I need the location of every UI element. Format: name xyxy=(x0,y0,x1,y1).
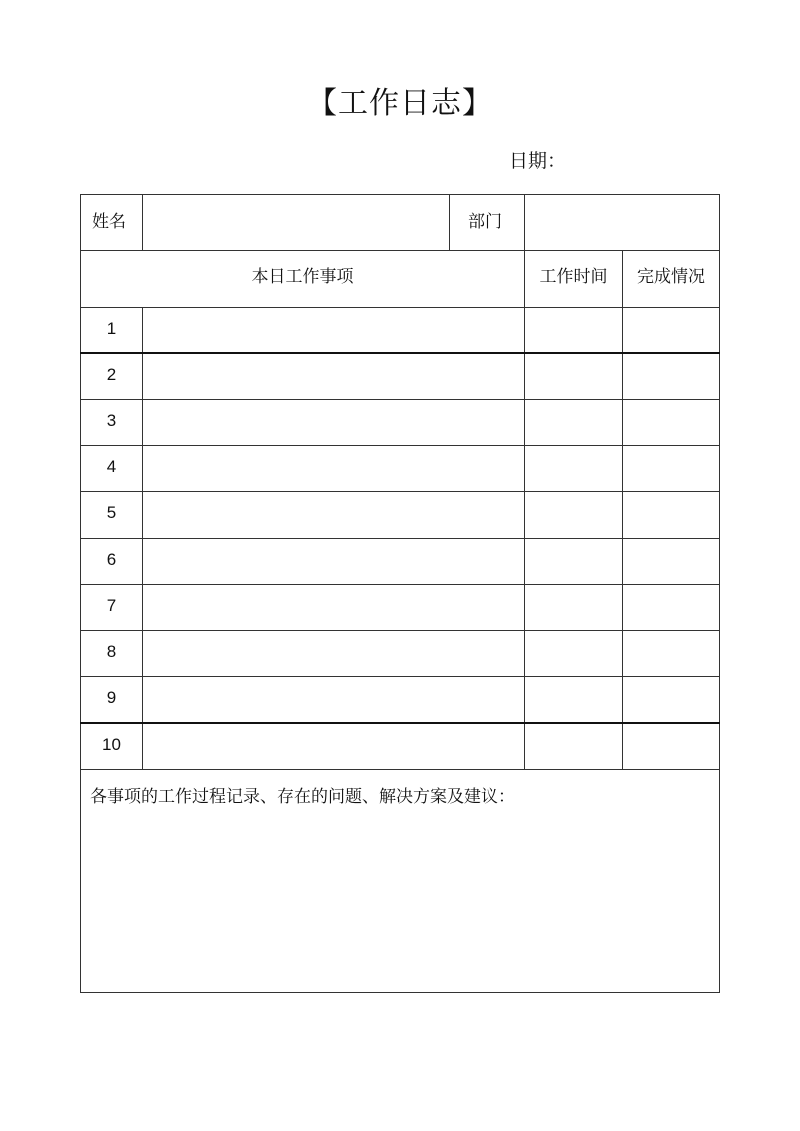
time-cell[interactable] xyxy=(525,400,623,446)
table-row xyxy=(81,400,720,446)
column-header-status: 完成情况 xyxy=(623,251,720,307)
row-number: 1 xyxy=(81,307,143,353)
table-row xyxy=(81,584,720,630)
time-cell[interactable] xyxy=(525,631,623,677)
task-cell[interactable] xyxy=(143,584,525,630)
status-cell[interactable] xyxy=(623,538,720,584)
task-cell[interactable] xyxy=(143,631,525,677)
row-number: 10 xyxy=(81,723,143,769)
time-cell[interactable] xyxy=(525,538,623,584)
time-cell[interactable] xyxy=(525,492,623,538)
name-label: 姓名 xyxy=(81,195,143,251)
row-number: 9 xyxy=(81,677,143,723)
table-row xyxy=(81,723,720,769)
table-row xyxy=(81,307,720,353)
status-cell[interactable] xyxy=(623,353,720,399)
time-cell[interactable] xyxy=(525,584,623,630)
time-cell[interactable] xyxy=(525,307,623,353)
notes-row xyxy=(81,769,720,992)
row-number: 8 xyxy=(81,631,143,677)
date-label: 日期： xyxy=(509,150,567,172)
task-cell[interactable] xyxy=(143,723,525,769)
row-number: 6 xyxy=(81,538,143,584)
time-cell[interactable] xyxy=(525,723,623,769)
task-cell[interactable] xyxy=(143,400,525,446)
dept-label: 部门 xyxy=(450,195,525,251)
table-row xyxy=(81,353,720,399)
table-row xyxy=(81,631,720,677)
row-number: 2 xyxy=(81,353,143,399)
table-row xyxy=(81,677,720,723)
status-cell[interactable] xyxy=(623,446,720,492)
time-cell[interactable] xyxy=(525,353,623,399)
status-cell[interactable] xyxy=(623,492,720,538)
task-cell[interactable] xyxy=(143,446,525,492)
notes-label: 各事项的工作过程记录、存在的问题、解决方案及建议： xyxy=(90,786,515,807)
notes-area[interactable] xyxy=(81,769,720,992)
page-title: 【工作日志】 xyxy=(307,86,493,121)
status-cell[interactable] xyxy=(623,307,720,353)
row-number: 5 xyxy=(81,492,143,538)
work-log-table xyxy=(80,194,720,993)
row-number: 3 xyxy=(81,400,143,446)
status-cell[interactable] xyxy=(623,631,720,677)
column-header-task: 本日工作事项 xyxy=(81,251,525,307)
table-row xyxy=(81,492,720,538)
dept-field[interactable] xyxy=(525,195,720,251)
name-field[interactable] xyxy=(143,195,450,251)
table-row xyxy=(81,446,720,492)
column-header-row xyxy=(81,251,720,307)
status-cell[interactable] xyxy=(623,677,720,723)
task-cell[interactable] xyxy=(143,307,525,353)
header-info-row xyxy=(81,195,720,251)
time-cell[interactable] xyxy=(525,677,623,723)
column-header-time: 工作时间 xyxy=(525,251,623,307)
status-cell[interactable] xyxy=(623,723,720,769)
task-cell[interactable] xyxy=(143,677,525,723)
status-cell[interactable] xyxy=(623,584,720,630)
status-cell[interactable] xyxy=(623,400,720,446)
table-row xyxy=(81,538,720,584)
task-cell[interactable] xyxy=(143,353,525,399)
time-cell[interactable] xyxy=(525,446,623,492)
task-cell[interactable] xyxy=(143,538,525,584)
row-number: 4 xyxy=(81,446,143,492)
row-number: 7 xyxy=(81,584,143,630)
task-cell[interactable] xyxy=(143,492,525,538)
